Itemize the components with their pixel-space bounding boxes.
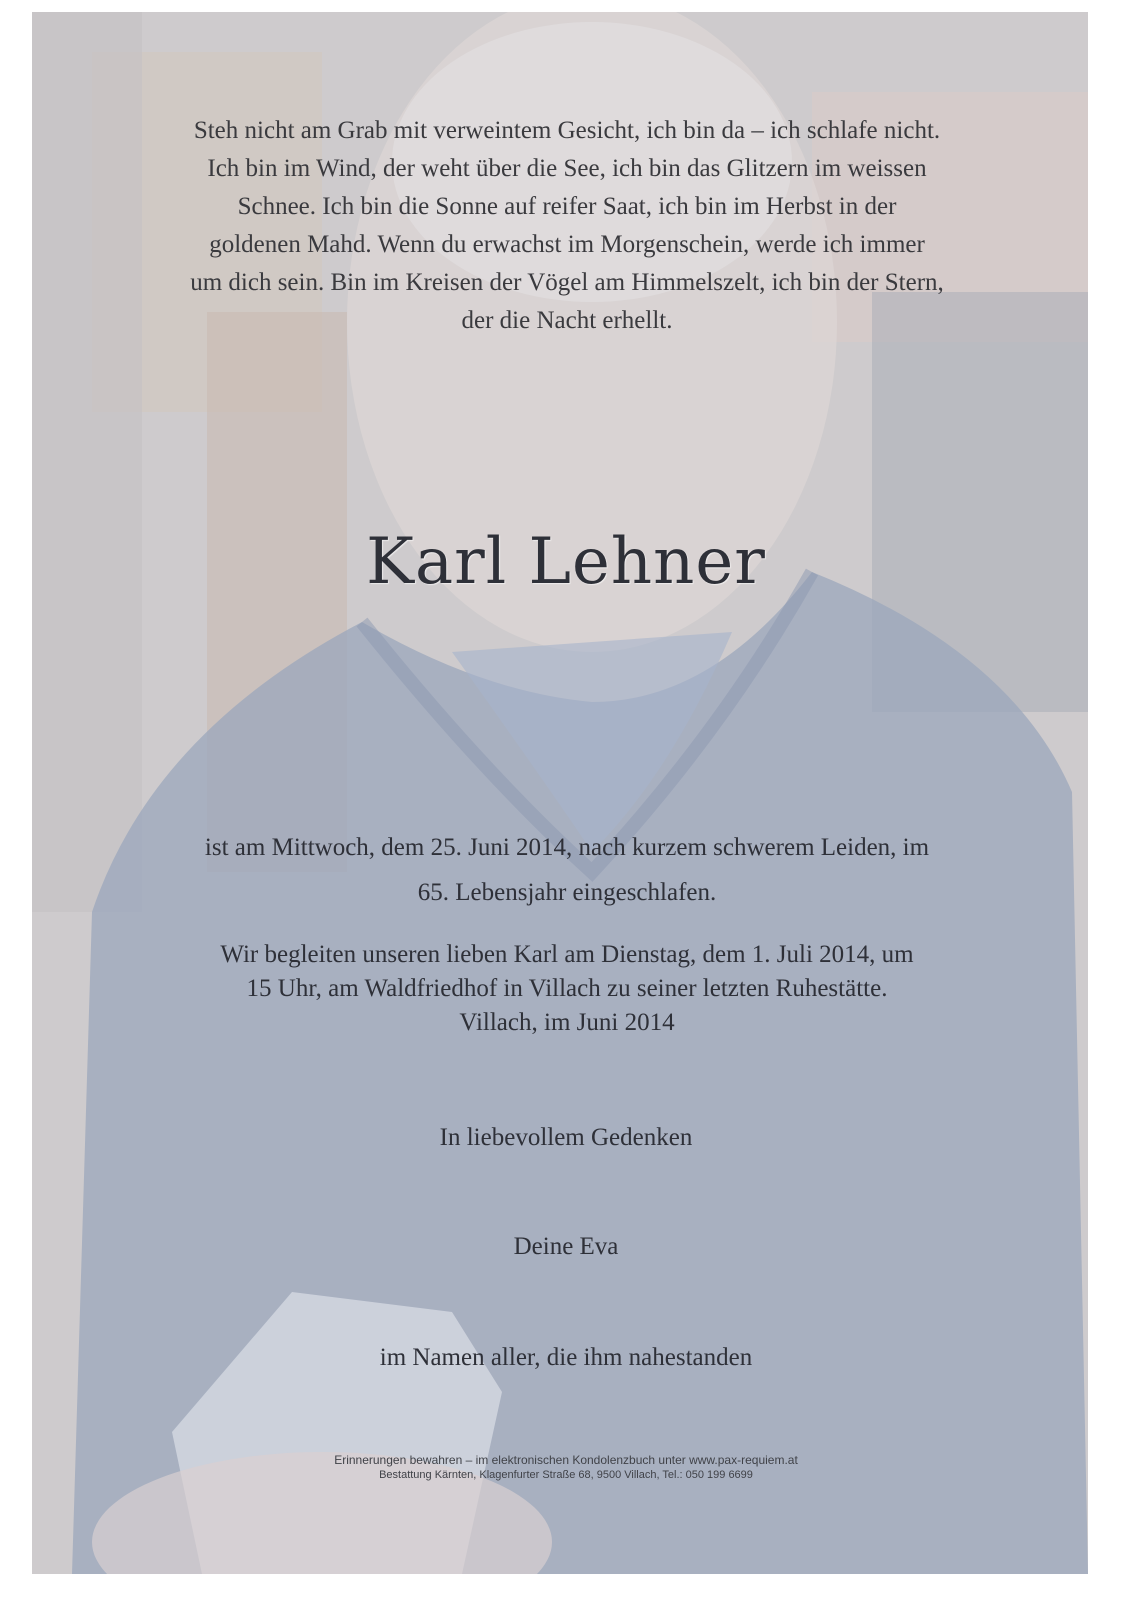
poem-line: Ich bin im Wind, der weht über die See, ich bin das Glitzern im weissen (207, 155, 927, 182)
death-line: ist am Mittwoch, dem 25. Juni 2014, nach kurzem schwerem Leiden, im (204, 834, 930, 861)
deceased-name: Karl Lehner (366, 525, 766, 599)
poem-line: um dich sein. Bin im Kreisen der Vögel am Himmelszelt, ich bin der Stern, (190, 269, 944, 296)
footer (0, 1453, 1132, 1483)
poem-line: der die Nacht erhellt. (461, 307, 673, 334)
funeral-announcement (92, 938, 1042, 1040)
on-behalf-text: im Namen aller, die ihm nahestanden (379, 1344, 753, 1371)
death-line: 65. Lebensjahr eingeschlafen. (417, 879, 717, 906)
poem-line: Steh nicht am Grab mit verweintem Gesicht, ich bin da – ich schlafe nicht. (193, 117, 941, 144)
poem-line: goldenen Mahd. Wenn du erwachst im Morgenschein, werde ich immer (209, 231, 925, 258)
poem-line: Schnee. Ich bin die Sonne auf reifer Saat, ich bin im Herbst in der (237, 193, 897, 220)
signature: Deine Eva (513, 1233, 619, 1260)
condolence-book-note: Erinnerungen bewahren – im elektronischen Kondolenzbuch unter www.pax-requiem.at (334, 1453, 798, 1467)
remembrance-text: In liebevollem Gedenken (439, 1124, 693, 1151)
funeral-home-contact: Bestattung Kärnten, Klagenfurter Straße 68, 9500 Villach, Tel.: 050 199 6699 (379, 1469, 753, 1481)
funeral-line: 15 Uhr, am Waldfriedhof in Villach zu seiner letzten Ruhestätte. (246, 975, 888, 1002)
death-announcement (92, 825, 1042, 915)
funeral-line: Wir begleiten unseren lieben Karl am Dienstag, dem 1. Juli 2014, um (220, 941, 914, 968)
poem (92, 112, 1042, 340)
place-date: Villach, im Juni 2014 (459, 1009, 675, 1036)
